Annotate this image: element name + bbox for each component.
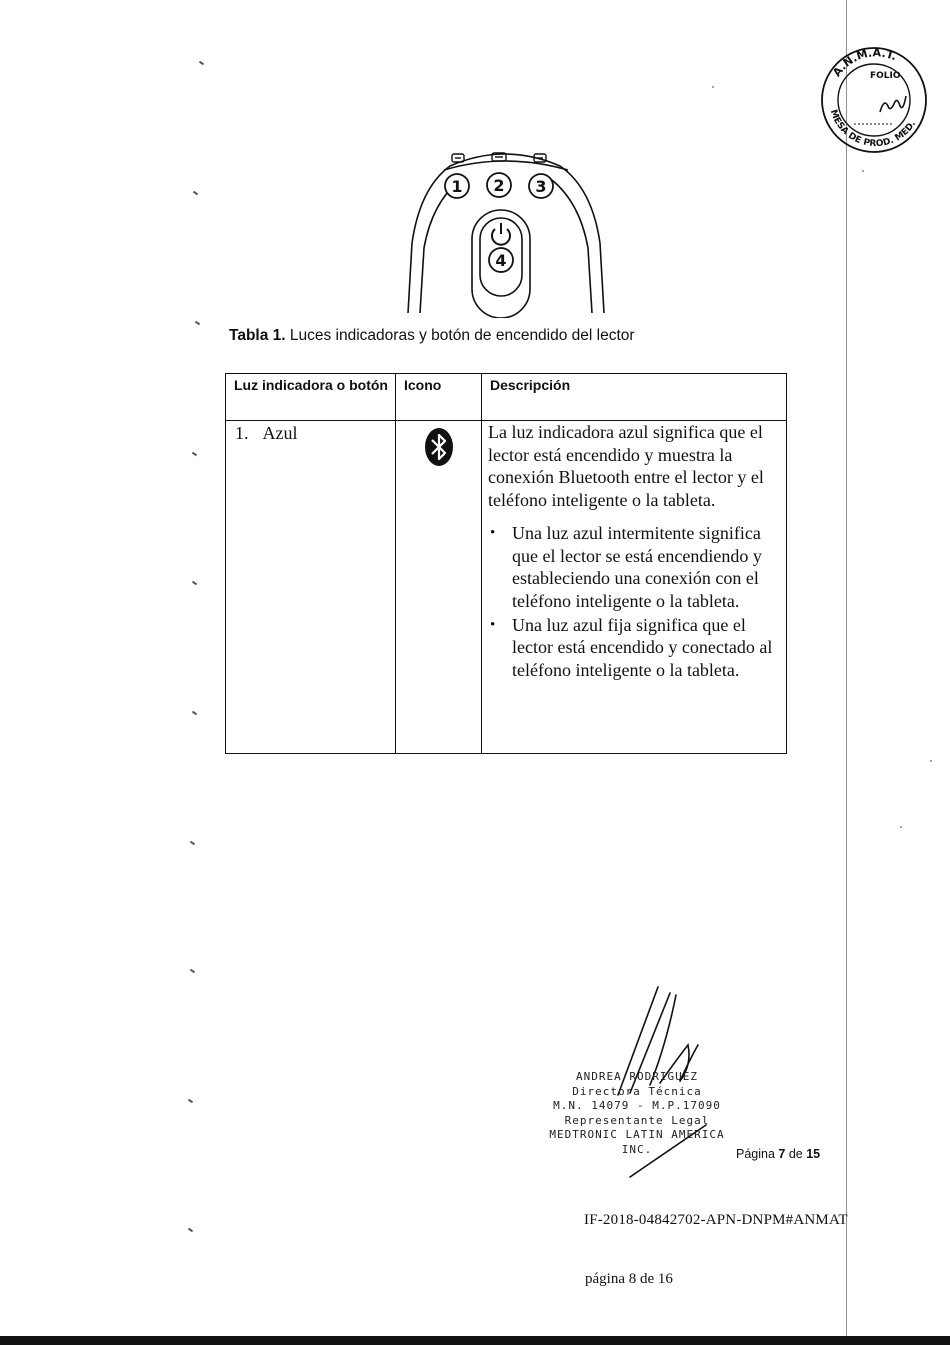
- reader-device-illustration: [400, 148, 615, 318]
- stamp-initial-scribble: [880, 96, 906, 112]
- scan-speck: [192, 581, 197, 586]
- indicator-table: [225, 373, 787, 754]
- bluetooth-icon: [424, 427, 454, 467]
- header-icon: Icono: [396, 374, 482, 421]
- scan-speck: [190, 969, 195, 974]
- signer-registration: M.N. 14079 - M.P.17090: [553, 1099, 721, 1112]
- table-row: [226, 421, 787, 754]
- scan-speck: [190, 841, 195, 846]
- table-header-row: [226, 374, 787, 421]
- signer-company: MEDTRONIC LATIN AMERICA INC.: [549, 1128, 725, 1156]
- callout-1-label: 1: [451, 177, 463, 196]
- page-number: Página 7 de 15: [736, 1147, 821, 1161]
- scan-dot: [930, 760, 932, 762]
- cell-description: [482, 421, 787, 754]
- stamp-side-text: MESA DE PROD. MED.: [827, 108, 919, 150]
- scan-edge-bottom: [0, 1336, 950, 1345]
- scan-speck: [199, 61, 204, 66]
- scan-dot: [862, 170, 864, 172]
- signer-name: ANDREA RODRIGUEZ: [576, 1070, 698, 1083]
- row-number: 1.: [235, 423, 249, 443]
- scan-dot: [712, 86, 714, 88]
- stamp-folio-text: FOLIO: [870, 71, 901, 81]
- anmat-folio-stamp: [818, 40, 930, 158]
- scan-edge-right: [846, 0, 847, 1345]
- scan-dot: [900, 826, 902, 828]
- signer-title: Directora Técnica: [572, 1084, 702, 1098]
- signature-block: [532, 1070, 742, 1157]
- document-id: IF-2018-04842702-APN-DNPM#ANMAT: [584, 1212, 848, 1228]
- stamp-top-text: A.N.M.A.T.: [830, 46, 899, 80]
- row-name: Azul: [262, 423, 298, 443]
- scan-speck: [192, 452, 197, 457]
- current-page: 7: [778, 1147, 786, 1161]
- scan-speck: [192, 711, 197, 716]
- callout-3-label: 3: [535, 177, 547, 196]
- header-indicator: Luz indicadora o botón: [226, 374, 396, 421]
- description-intro: La luz indicadora azul significa que el lector está encendido y muestra la conexión Bluetooth entre el lector y el teléfono inteligente o la tableta.: [488, 422, 764, 511]
- description-bullets: [488, 522, 782, 682]
- scan-speck: [193, 191, 198, 196]
- signer-role: Representante Legal: [564, 1113, 710, 1127]
- cell-indicator-name: [226, 421, 396, 754]
- footer-page-number: página 8 de 16: [585, 1271, 673, 1287]
- list-item: • Una luz azul intermitente significa que el lector se está encendiendo y estableciendo una conexión con el teléfono inteligente o la tableta.: [490, 522, 762, 611]
- callout-2-label: 2: [493, 176, 505, 195]
- scan-speck: [195, 321, 200, 326]
- scan-speck: [188, 1228, 193, 1233]
- cell-icon: [396, 421, 482, 754]
- header-description: Descripción: [482, 374, 787, 421]
- total-pages: 15: [806, 1147, 821, 1161]
- caption-label: Tabla 1.: [229, 327, 286, 344]
- scan-speck: [188, 1099, 193, 1104]
- table-caption: [229, 326, 649, 345]
- power-icon: [492, 223, 510, 245]
- list-item: • Una luz azul fija significa que el lector está encendido y conectado al teléfono inteligente o la tableta.: [490, 614, 773, 681]
- callout-4-label: 4: [495, 251, 507, 270]
- caption-text: Luces indicadoras y botón de encendido del lector: [285, 327, 635, 344]
